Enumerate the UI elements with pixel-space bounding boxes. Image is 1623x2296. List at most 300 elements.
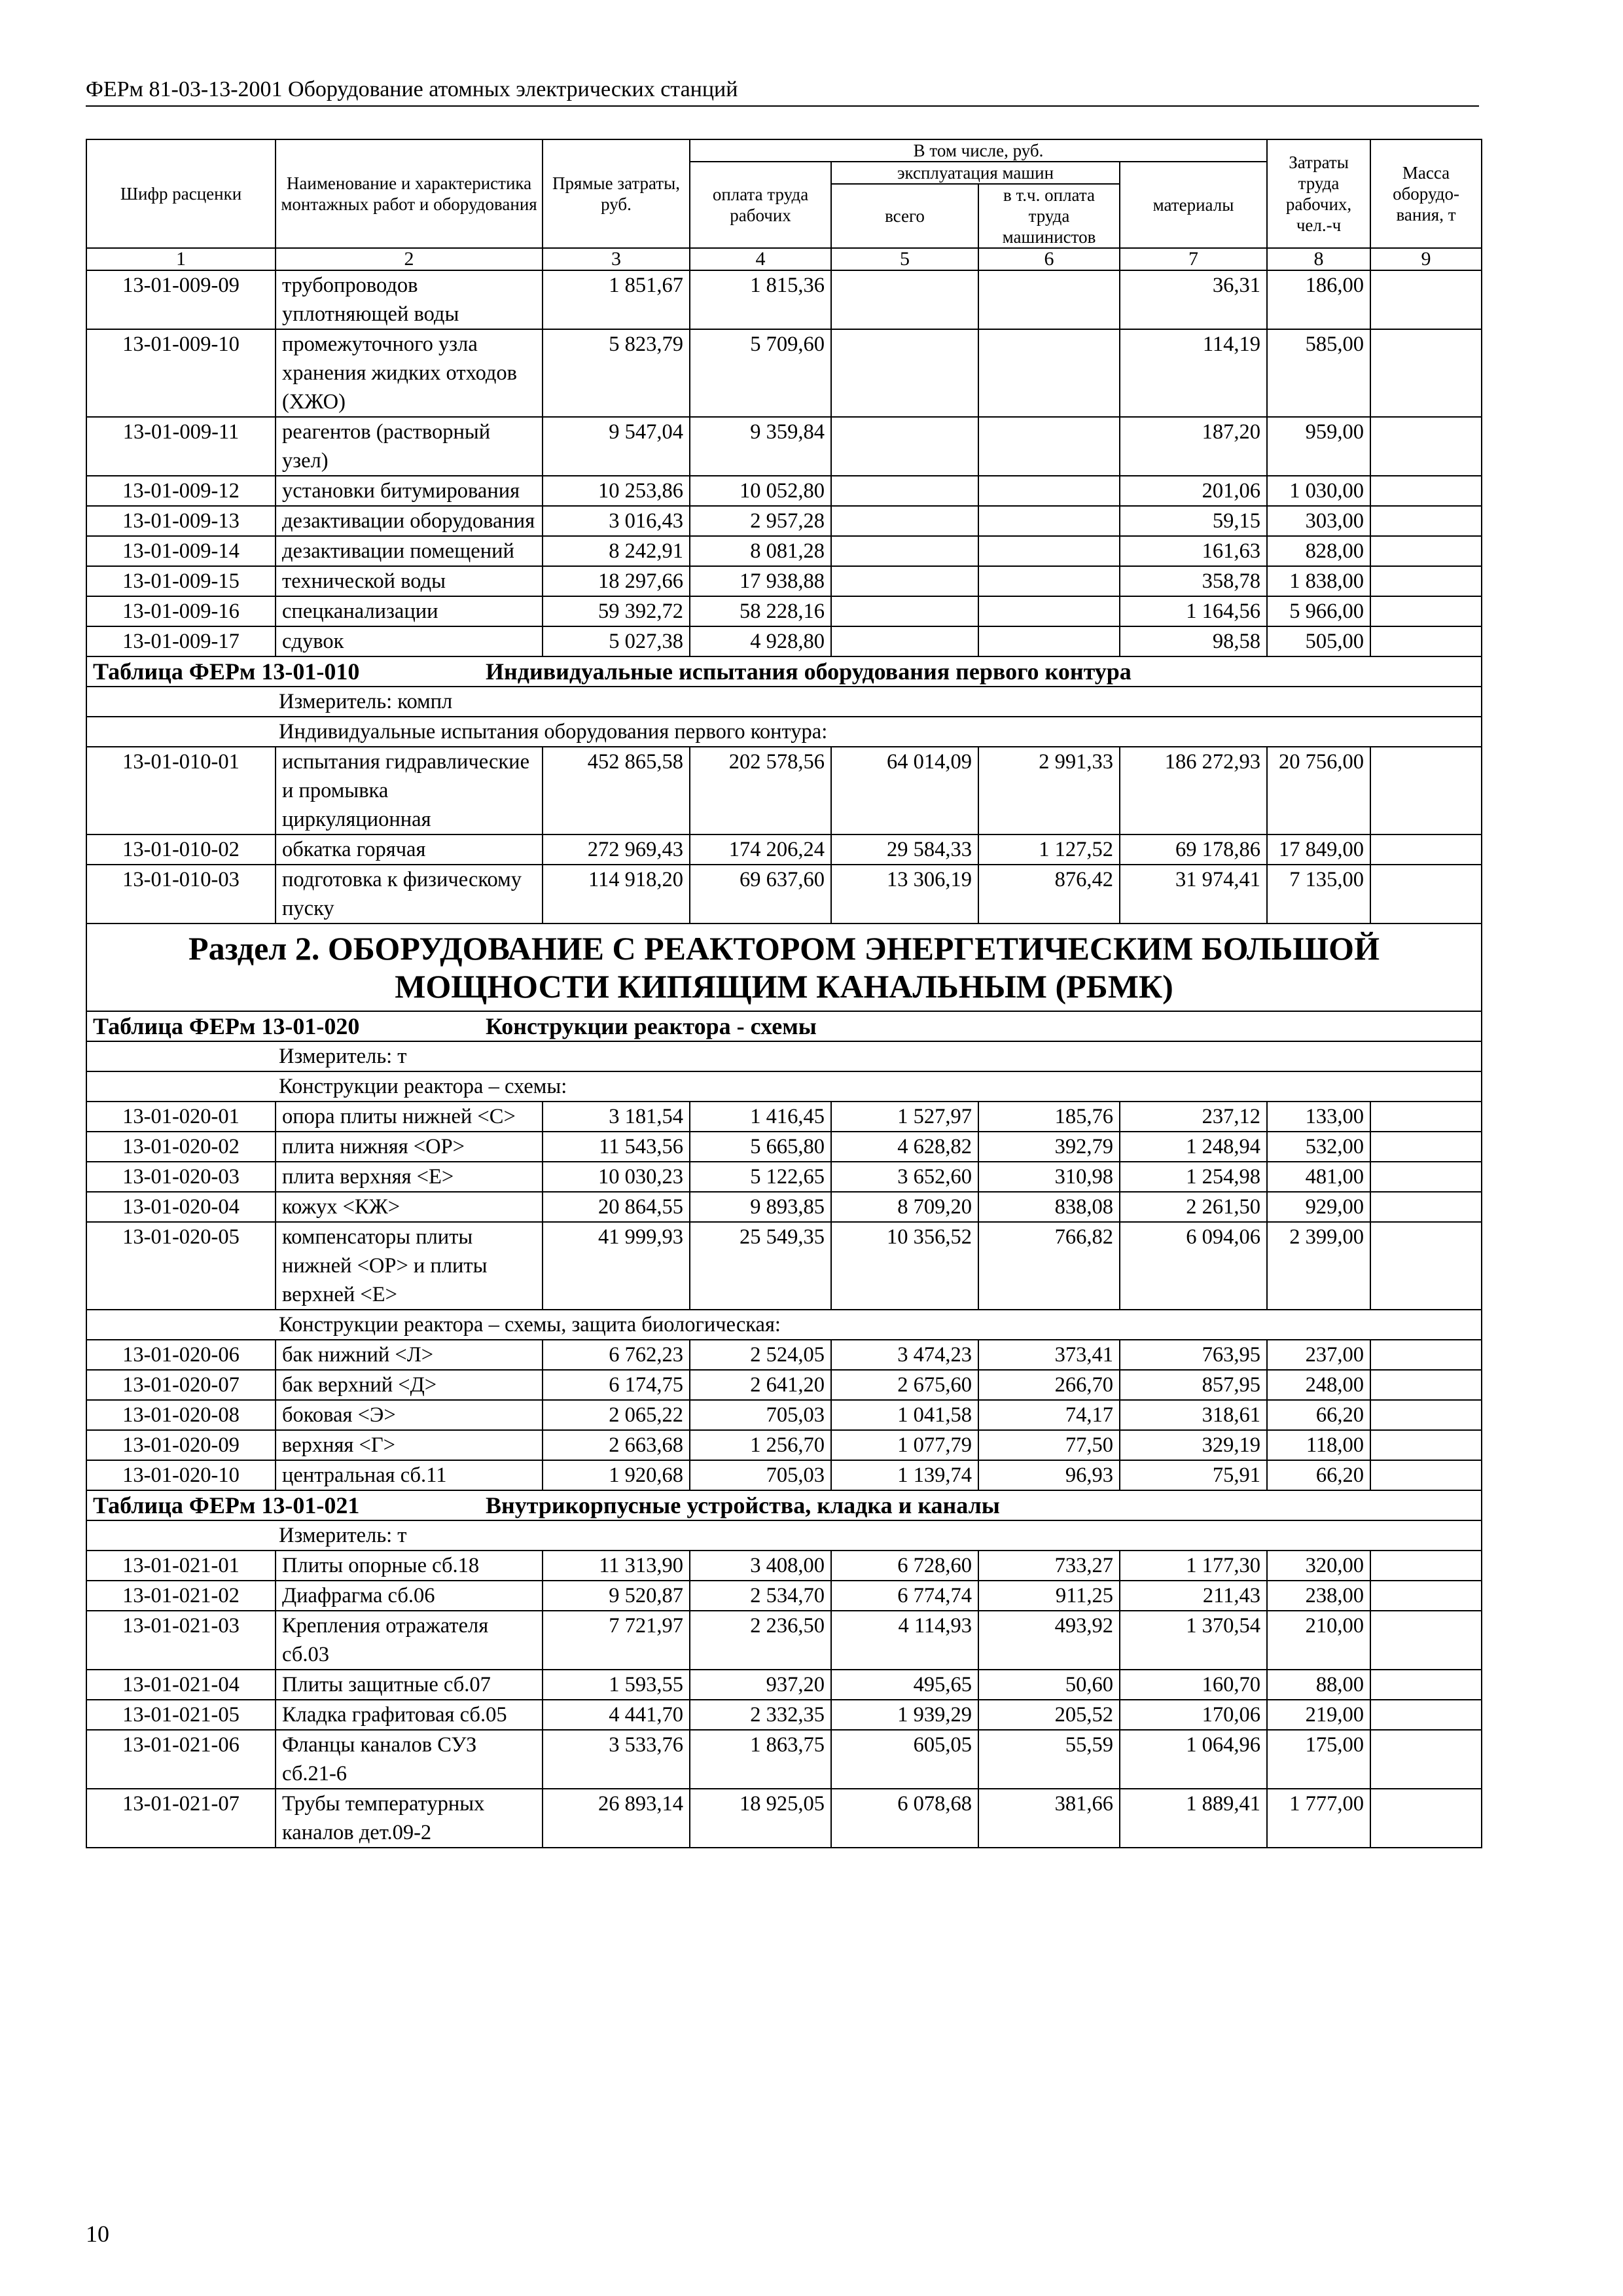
rate-code: 13-01-009-10 (86, 329, 276, 417)
machinist-cost: 185,76 (978, 1102, 1120, 1132)
materials-cost: 1 254,98 (1120, 1162, 1267, 1192)
machines-cost (831, 270, 978, 329)
labor-hours: 1 777,00 (1267, 1789, 1370, 1848)
equipment-mass (1370, 1132, 1482, 1162)
work-name: Крепления отражателя сб.03 (276, 1611, 543, 1670)
work-name: верхняя <Г> (276, 1430, 543, 1460)
rate-code: 13-01-021-02 (86, 1581, 276, 1611)
table-row (86, 1192, 1482, 1222)
rate-code: 13-01-021-04 (86, 1670, 276, 1700)
direct-cost: 272 969,43 (543, 834, 690, 865)
wages-cost: 1 256,70 (690, 1430, 831, 1460)
equipment-mass (1370, 506, 1482, 536)
group-title-row (86, 1071, 1482, 1102)
direct-cost: 11 543,56 (543, 1132, 690, 1162)
materials-cost: 2 261,50 (1120, 1192, 1267, 1222)
machinist-cost: 55,59 (978, 1730, 1120, 1789)
work-name: Кладка графитовая сб.05 (276, 1700, 543, 1730)
rate-code: 13-01-020-01 (86, 1102, 276, 1132)
table-row (86, 536, 1482, 566)
equipment-mass (1370, 1222, 1482, 1310)
machines-cost: 3 474,23 (831, 1340, 978, 1370)
machines-cost: 6 078,68 (831, 1789, 978, 1848)
materials-cost: 75,91 (1120, 1460, 1267, 1490)
rate-code: 13-01-020-02 (86, 1132, 276, 1162)
machinist-cost: 876,42 (978, 865, 1120, 924)
section-title: Раздел 2. ОБОРУДОВАНИЕ С РЕАКТОРОМ ЭНЕРГЕТИЧЕСКИМ БОЛЬШОЙ МОЩНОСТИ КИПЯЩИМ КАНАЛЬНЫМ (РБМК) (86, 924, 1482, 1011)
table-name: Индивидуальные испытания оборудования первого контура (486, 658, 1132, 685)
work-name: Диафрагма сб.06 (276, 1581, 543, 1611)
machinist-cost (978, 476, 1120, 506)
machinist-cost: 766,82 (978, 1222, 1120, 1310)
labor-hours: 210,00 (1267, 1611, 1370, 1670)
work-name: обкатка горячая (276, 834, 543, 865)
col-index: 7 (1120, 248, 1267, 270)
direct-cost: 5 027,38 (543, 626, 690, 656)
group-title-row (86, 1310, 1482, 1340)
labor-hours: 320,00 (1267, 1551, 1370, 1581)
col-index: 5 (831, 248, 978, 270)
machinist-cost (978, 329, 1120, 417)
rate-code: 13-01-009-14 (86, 536, 276, 566)
materials-cost: 114,19 (1120, 329, 1267, 417)
wages-cost: 1 863,75 (690, 1730, 831, 1789)
machinist-cost: 493,92 (978, 1611, 1120, 1670)
wages-cost: 58 228,16 (690, 596, 831, 626)
machinist-cost: 50,60 (978, 1670, 1120, 1700)
work-name: Трубы температурных каналов дет.09-2 (276, 1789, 543, 1848)
work-name: кожух <КЖ> (276, 1192, 543, 1222)
labor-hours: 959,00 (1267, 417, 1370, 476)
col-index: 4 (690, 248, 831, 270)
direct-cost: 8 242,91 (543, 536, 690, 566)
table-row (86, 834, 1482, 865)
equipment-mass (1370, 270, 1482, 329)
wages-cost: 2 641,20 (690, 1370, 831, 1400)
equipment-mass (1370, 329, 1482, 417)
table-row (86, 1370, 1482, 1400)
table-row (86, 1222, 1482, 1310)
machinist-cost: 310,98 (978, 1162, 1120, 1192)
wages-cost: 2 957,28 (690, 506, 831, 536)
group-title-row (86, 717, 1482, 747)
table-title-row (86, 656, 1482, 687)
machinist-cost: 838,08 (978, 1192, 1120, 1222)
equipment-mass (1370, 1400, 1482, 1430)
direct-cost: 41 999,93 (543, 1222, 690, 1310)
labor-hours: 66,20 (1267, 1460, 1370, 1490)
table-row (86, 566, 1482, 596)
rate-code: 13-01-009-15 (86, 566, 276, 596)
wages-cost: 937,20 (690, 1670, 831, 1700)
labor-hours: 186,00 (1267, 270, 1370, 329)
labor-hours: 237,00 (1267, 1340, 1370, 1370)
work-name: Плиты защитные сб.07 (276, 1670, 543, 1700)
machinist-cost: 733,27 (978, 1551, 1120, 1581)
machines-cost: 605,05 (831, 1730, 978, 1789)
table-title (86, 656, 1482, 687)
machines-cost: 8 709,20 (831, 1192, 978, 1222)
work-name: подготовка к физическому пуску (276, 865, 543, 924)
work-name: бак верхний <Д> (276, 1370, 543, 1400)
page-header (86, 77, 1479, 107)
equipment-mass (1370, 1700, 1482, 1730)
materials-cost: 1 889,41 (1120, 1789, 1267, 1848)
table-row (86, 270, 1482, 329)
materials-cost: 187,20 (1120, 417, 1267, 476)
labor-hours: 248,00 (1267, 1370, 1370, 1400)
col-index: 6 (978, 248, 1120, 270)
machines-cost (831, 476, 978, 506)
col-machinist-header: в т.ч. оплата труда машинистов (978, 184, 1120, 248)
col-name-header: Наименование и характеристика монтажных работ и оборудования (276, 139, 543, 248)
labor-hours: 7 135,00 (1267, 865, 1370, 924)
labor-hours: 303,00 (1267, 506, 1370, 536)
machines-cost: 4 628,82 (831, 1132, 978, 1162)
rate-code: 13-01-010-03 (86, 865, 276, 924)
header-title: ФЕРм 81-03-13-2001 Оборудование атомных электрических станций (86, 77, 738, 101)
col-materials-header: материалы (1120, 162, 1267, 248)
equipment-mass (1370, 1551, 1482, 1581)
equipment-mass (1370, 1581, 1482, 1611)
table-row (86, 1340, 1482, 1370)
rate-code: 13-01-020-07 (86, 1370, 276, 1400)
machinist-cost: 96,93 (978, 1460, 1120, 1490)
col-index: 1 (86, 248, 276, 270)
col-incl-header: В том числе, руб. (690, 139, 1267, 162)
equipment-mass (1370, 566, 1482, 596)
direct-cost: 20 864,55 (543, 1192, 690, 1222)
wages-cost: 5 122,65 (690, 1162, 831, 1192)
work-name: компенсаторы плиты нижней <ОР> и плиты верхней <Е> (276, 1222, 543, 1310)
work-name: центральная сб.11 (276, 1460, 543, 1490)
materials-cost: 186 272,93 (1120, 747, 1267, 834)
labor-hours: 828,00 (1267, 536, 1370, 566)
direct-cost: 11 313,90 (543, 1551, 690, 1581)
direct-cost: 3 016,43 (543, 506, 690, 536)
wages-cost: 5 709,60 (690, 329, 831, 417)
labor-hours: 219,00 (1267, 1700, 1370, 1730)
wages-cost: 2 332,35 (690, 1700, 831, 1730)
measure-unit: Измеритель: т (86, 1520, 1482, 1551)
machines-cost: 1 041,58 (831, 1400, 978, 1430)
rate-code: 13-01-009-16 (86, 596, 276, 626)
rate-code: 13-01-020-04 (86, 1192, 276, 1222)
machinist-cost: 74,17 (978, 1400, 1120, 1430)
labor-hours: 118,00 (1267, 1430, 1370, 1460)
table-number: Таблица ФЕРм 13-01-010 (93, 658, 360, 685)
rate-code: 13-01-021-05 (86, 1700, 276, 1730)
table-row (86, 1102, 1482, 1132)
machines-cost (831, 329, 978, 417)
table-row (86, 1670, 1482, 1700)
work-name: трубопроводов уплотняющей воды (276, 270, 543, 329)
table-row (86, 865, 1482, 924)
machinist-cost: 373,41 (978, 1340, 1120, 1370)
machinist-cost: 392,79 (978, 1132, 1120, 1162)
materials-cost: 59,15 (1120, 506, 1267, 536)
table-row (86, 1460, 1482, 1490)
table-title (86, 1011, 1482, 1041)
labor-hours: 532,00 (1267, 1132, 1370, 1162)
header-row (86, 139, 1482, 162)
col-index: 8 (1267, 248, 1370, 270)
table-row (86, 1551, 1482, 1581)
work-name: плита нижняя <ОР> (276, 1132, 543, 1162)
machinist-cost (978, 270, 1120, 329)
table-number: Таблица ФЕРм 13-01-020 (93, 1013, 360, 1039)
group-title: Конструкции реактора – схемы, защита биологическая: (86, 1310, 1482, 1340)
machines-cost (831, 626, 978, 656)
index-row (86, 248, 1482, 270)
direct-cost: 10 030,23 (543, 1162, 690, 1192)
equipment-mass (1370, 1789, 1482, 1848)
table-number: Таблица ФЕРм 13-01-021 (93, 1492, 360, 1518)
machines-cost (831, 417, 978, 476)
direct-cost: 1 851,67 (543, 270, 690, 329)
wages-cost: 1 416,45 (690, 1102, 831, 1132)
equipment-mass (1370, 476, 1482, 506)
materials-cost: 1 370,54 (1120, 1611, 1267, 1670)
direct-cost: 6 174,75 (543, 1370, 690, 1400)
table-row (86, 1132, 1482, 1162)
machinist-cost (978, 626, 1120, 656)
materials-cost: 329,19 (1120, 1430, 1267, 1460)
direct-cost: 59 392,72 (543, 596, 690, 626)
wages-cost: 9 359,84 (690, 417, 831, 476)
direct-cost: 2 663,68 (543, 1430, 690, 1460)
work-name: дезактивации оборудования (276, 506, 543, 536)
rate-code: 13-01-020-06 (86, 1340, 276, 1370)
machinist-cost: 381,66 (978, 1789, 1120, 1848)
direct-cost: 3 533,76 (543, 1730, 690, 1789)
materials-cost: 857,95 (1120, 1370, 1267, 1400)
table-row (86, 1430, 1482, 1460)
machines-cost: 6 728,60 (831, 1551, 978, 1581)
wages-cost: 4 928,80 (690, 626, 831, 656)
materials-cost: 1 177,30 (1120, 1551, 1267, 1581)
table-row (86, 417, 1482, 476)
labor-hours: 238,00 (1267, 1581, 1370, 1611)
page-number: 10 (86, 2221, 109, 2247)
table-row (86, 1789, 1482, 1848)
machinist-cost (978, 506, 1120, 536)
machinist-cost: 77,50 (978, 1430, 1120, 1460)
rate-code: 13-01-009-09 (86, 270, 276, 329)
wages-cost: 25 549,35 (690, 1222, 831, 1310)
wages-cost: 705,03 (690, 1460, 831, 1490)
labor-hours: 88,00 (1267, 1670, 1370, 1700)
work-name: установки битумирования (276, 476, 543, 506)
rate-code: 13-01-010-02 (86, 834, 276, 865)
table-row (86, 1581, 1482, 1611)
rate-code: 13-01-009-17 (86, 626, 276, 656)
materials-cost: 763,95 (1120, 1340, 1267, 1370)
work-name: сдувок (276, 626, 543, 656)
materials-cost: 98,58 (1120, 626, 1267, 656)
rate-code: 13-01-020-05 (86, 1222, 276, 1310)
labor-hours: 175,00 (1267, 1730, 1370, 1789)
rate-code: 13-01-020-10 (86, 1460, 276, 1490)
machines-cost: 13 306,19 (831, 865, 978, 924)
group-title: Индивидуальные испытания оборудования первого контура: (86, 717, 1482, 747)
labor-hours: 481,00 (1267, 1162, 1370, 1192)
equipment-mass (1370, 1730, 1482, 1789)
equipment-mass (1370, 834, 1482, 865)
rate-code: 13-01-021-06 (86, 1730, 276, 1789)
direct-cost: 5 823,79 (543, 329, 690, 417)
table-row (86, 476, 1482, 506)
work-name: бак нижний <Л> (276, 1340, 543, 1370)
rate-code: 13-01-010-01 (86, 747, 276, 834)
materials-cost: 161,63 (1120, 536, 1267, 566)
wages-cost: 8 081,28 (690, 536, 831, 566)
rate-code: 13-01-020-08 (86, 1400, 276, 1430)
labor-hours: 585,00 (1267, 329, 1370, 417)
col-machines-header: эксплуатация машин (831, 162, 1120, 184)
col-mass-header: Масса оборудо-вания, т (1370, 139, 1482, 248)
wages-cost: 174 206,24 (690, 834, 831, 865)
equipment-mass (1370, 417, 1482, 476)
materials-cost: 201,06 (1120, 476, 1267, 506)
work-name: дезактивации помещений (276, 536, 543, 566)
equipment-mass (1370, 865, 1482, 924)
machines-cost (831, 536, 978, 566)
col-total-header: всего (831, 184, 978, 248)
labor-hours: 5 966,00 (1267, 596, 1370, 626)
machines-cost: 495,65 (831, 1670, 978, 1700)
rate-code: 13-01-020-09 (86, 1430, 276, 1460)
materials-cost: 170,06 (1120, 1700, 1267, 1730)
work-name: промежуточного узла хранения жидких отходов (ХЖО) (276, 329, 543, 417)
work-name: боковая <Э> (276, 1400, 543, 1430)
machines-cost: 10 356,52 (831, 1222, 978, 1310)
equipment-mass (1370, 536, 1482, 566)
table-row (86, 1611, 1482, 1670)
labor-hours: 66,20 (1267, 1400, 1370, 1430)
section-title-row (86, 924, 1482, 1011)
machinist-cost: 911,25 (978, 1581, 1120, 1611)
materials-cost: 69 178,86 (1120, 834, 1267, 865)
work-name: испытания гидравлические и промывка циркуляционная (276, 747, 543, 834)
table-row (86, 596, 1482, 626)
rate-code: 13-01-009-11 (86, 417, 276, 476)
machines-cost (831, 596, 978, 626)
equipment-mass (1370, 1670, 1482, 1700)
wages-cost: 3 408,00 (690, 1551, 831, 1581)
equipment-mass (1370, 1102, 1482, 1132)
work-name: плита верхняя <Е> (276, 1162, 543, 1192)
labor-hours: 1 030,00 (1267, 476, 1370, 506)
table-body (86, 139, 1482, 1848)
equipment-mass (1370, 1192, 1482, 1222)
wages-cost: 9 893,85 (690, 1192, 831, 1222)
col-index: 2 (276, 248, 543, 270)
work-name: технической воды (276, 566, 543, 596)
machines-cost: 2 675,60 (831, 1370, 978, 1400)
equipment-mass (1370, 1162, 1482, 1192)
equipment-mass (1370, 596, 1482, 626)
work-name: Плиты опорные сб.18 (276, 1551, 543, 1581)
wages-cost: 202 578,56 (690, 747, 831, 834)
direct-cost: 7 721,97 (543, 1611, 690, 1670)
machines-cost (831, 506, 978, 536)
table-row (86, 747, 1482, 834)
machinist-cost (978, 566, 1120, 596)
labor-hours: 2 399,00 (1267, 1222, 1370, 1310)
work-name: реагентов (растворный узел) (276, 417, 543, 476)
direct-cost: 2 065,22 (543, 1400, 690, 1430)
materials-cost: 1 248,94 (1120, 1132, 1267, 1162)
direct-cost: 4 441,70 (543, 1700, 690, 1730)
materials-cost: 6 094,06 (1120, 1222, 1267, 1310)
wages-cost: 2 524,05 (690, 1340, 831, 1370)
labor-hours: 133,00 (1267, 1102, 1370, 1132)
direct-cost: 3 181,54 (543, 1102, 690, 1132)
materials-cost: 358,78 (1120, 566, 1267, 596)
machines-cost: 1 939,29 (831, 1700, 978, 1730)
machinist-cost: 2 991,33 (978, 747, 1120, 834)
wages-cost: 69 637,60 (690, 865, 831, 924)
direct-cost: 452 865,58 (543, 747, 690, 834)
direct-cost: 18 297,66 (543, 566, 690, 596)
materials-cost: 211,43 (1120, 1581, 1267, 1611)
col-index: 9 (1370, 248, 1482, 270)
measure-unit-row (86, 1520, 1482, 1551)
col-wages-header: оплата труда рабочих (690, 162, 831, 248)
materials-cost: 36,31 (1120, 270, 1267, 329)
materials-cost: 1 064,96 (1120, 1730, 1267, 1789)
wages-cost: 10 052,80 (690, 476, 831, 506)
direct-cost: 1 593,55 (543, 1670, 690, 1700)
direct-cost: 9 547,04 (543, 417, 690, 476)
machines-cost: 64 014,09 (831, 747, 978, 834)
table-title (86, 1490, 1482, 1520)
machines-cost: 1 139,74 (831, 1460, 978, 1490)
table-name: Внутрикорпусные устройства, кладка и каналы (486, 1492, 1000, 1518)
group-title: Конструкции реактора – схемы: (86, 1071, 1482, 1102)
work-name: Фланцы каналов СУЗ сб.21-6 (276, 1730, 543, 1789)
table-name: Конструкции реактора - схемы (486, 1013, 817, 1039)
direct-cost: 9 520,87 (543, 1581, 690, 1611)
col-labor-header: Затраты труда рабочих, чел.-ч (1267, 139, 1370, 248)
direct-cost: 6 762,23 (543, 1340, 690, 1370)
equipment-mass (1370, 747, 1482, 834)
machines-cost (831, 566, 978, 596)
machines-cost: 1 527,97 (831, 1102, 978, 1132)
work-name: спецканализации (276, 596, 543, 626)
measure-unit: Измеритель: компл (86, 687, 1482, 717)
col-index: 3 (543, 248, 690, 270)
wages-cost: 2 236,50 (690, 1611, 831, 1670)
machinist-cost: 1 127,52 (978, 834, 1120, 865)
machinist-cost: 266,70 (978, 1370, 1120, 1400)
machines-cost: 6 774,74 (831, 1581, 978, 1611)
materials-cost: 318,61 (1120, 1400, 1267, 1430)
machinist-cost: 205,52 (978, 1700, 1120, 1730)
col-direct-header: Прямые затраты, руб. (543, 139, 690, 248)
labor-hours: 929,00 (1267, 1192, 1370, 1222)
labor-hours: 505,00 (1267, 626, 1370, 656)
materials-cost: 31 974,41 (1120, 865, 1267, 924)
direct-cost: 26 893,14 (543, 1789, 690, 1848)
equipment-mass (1370, 1460, 1482, 1490)
machines-cost: 1 077,79 (831, 1430, 978, 1460)
wages-cost: 18 925,05 (690, 1789, 831, 1848)
measure-unit-row (86, 687, 1482, 717)
wages-cost: 2 534,70 (690, 1581, 831, 1611)
table-row (86, 1730, 1482, 1789)
